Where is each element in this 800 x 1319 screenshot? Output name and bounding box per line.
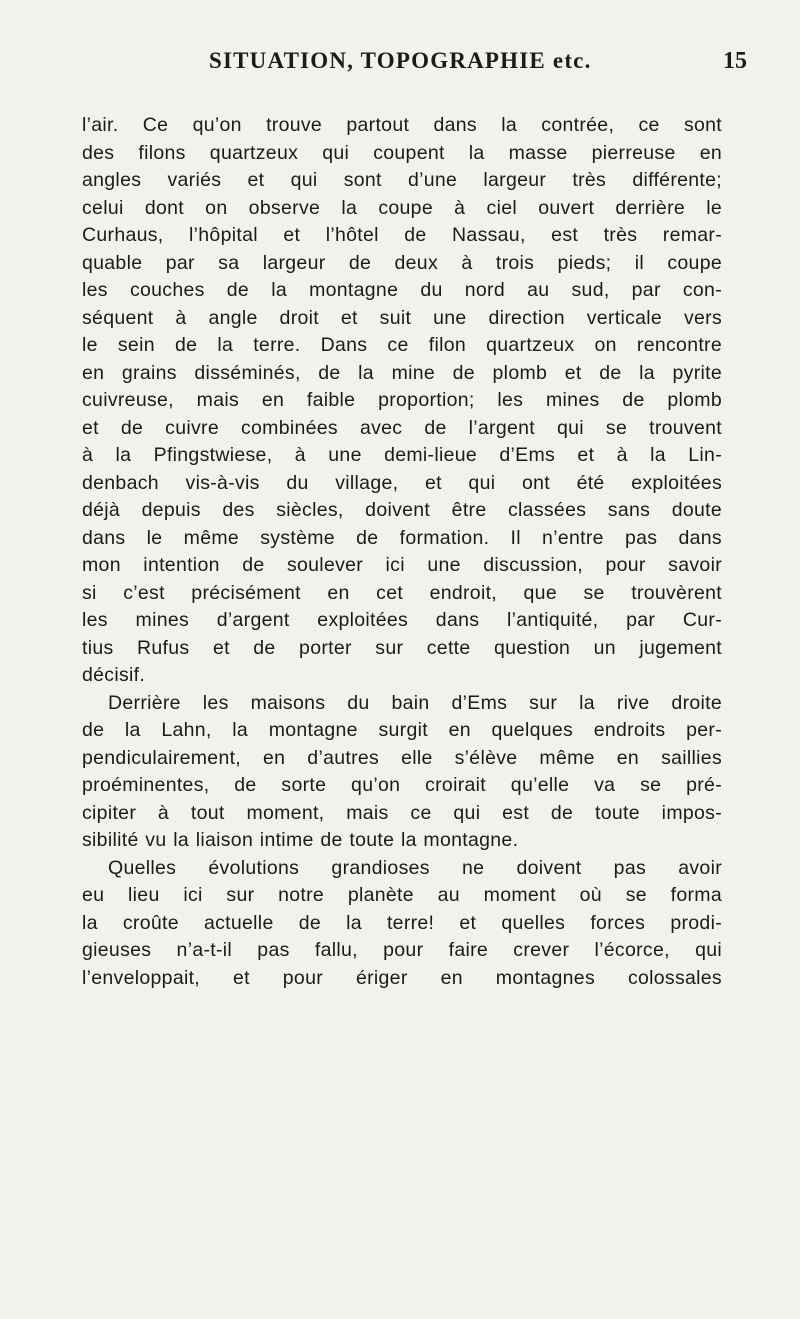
text-line: dans le même système de formation. Il n’entre pas dans (82, 526, 722, 549)
text-line: cuivreuse, mais en faible proportion; les mines de plomb (82, 389, 722, 411)
paragraph-start-line: Quelles évolutions grandioses ne doivent pas avoir (108, 856, 722, 879)
text-line: Curhaus, l’hôpital et l’hôtel de Nassau, est très remar- (82, 224, 722, 246)
text-line: celui dont on observe la coupe à ciel ouvert derrière le (82, 196, 722, 219)
text-line: quable par sa largeur de deux à trois pieds; il coupe (82, 251, 722, 274)
text-line: l’air. Ce qu’on trouve partout dans la contrée, ce sont (82, 114, 722, 136)
text-line: des filons quartzeux qui coupent la masse pierreuse en (82, 141, 722, 164)
text-line: les mines d’argent exploitées dans l’antiquité, par Cur- (82, 609, 722, 631)
paragraph-end-line: décisif. (82, 664, 146, 686)
text-line: à la Pfingstwiese, à une demi-lieue d’Ems et à la Lin- (82, 444, 722, 466)
text-line: séquent à angle droit et suit une direction verticale vers (82, 306, 722, 329)
page-number: 15 (723, 48, 747, 74)
text-line: de la Lahn, la montagne surgit en quelques endroits per- (82, 719, 722, 741)
text-line: eu lieu ici sur notre planète au moment où se forma (82, 884, 722, 906)
running-head (0, 44, 800, 84)
text-line: gieuses n’a-t-il pas fallu, pour faire crever l’écorce, qui (82, 939, 722, 961)
text-line: déjà depuis des siècles, doivent être classées sans doute (82, 499, 722, 521)
text-line: tius Rufus et de porter sur cette question un jugement (82, 636, 722, 659)
text-line: denbach vis-à-vis du village, et qui ont été exploitées (82, 471, 722, 494)
text-line: proéminentes, de sorte qu’on croirait qu’elle va se pré- (82, 774, 722, 796)
paragraph-start-line: Derrière les maisons du bain d’Ems sur la rive droite (108, 691, 722, 714)
text-line: en grains disséminés, de la mine de plomb et de la pyrite (82, 361, 722, 384)
text-line: la croûte actuelle de la terre! et quelles forces prodi- (82, 911, 722, 934)
text-line: les couches de la montagne du nord au sud, par con- (82, 279, 722, 301)
text-line: et de cuivre combinées avec de l’argent qui se trouvent (82, 416, 722, 439)
text-line: le sein de la terre. Dans ce filon quartzeux on rencontre (82, 334, 722, 356)
paragraph-end-line: sibilité vu la liaison intime de toute la montagne. (82, 829, 519, 851)
running-title: SITUATION, TOPOGRAPHIE etc. (209, 48, 592, 73)
text-line: angles variés et qui sont d’une largeur très différente; (82, 169, 722, 191)
text-line: l’enveloppait, et pour ériger en montagnes colossales (82, 966, 722, 989)
text-line: si c’est précisément en cet endroit, que se trouvèrent (82, 581, 722, 604)
text-line: pendiculairement, en d’autres elle s’élève même en saillies (82, 746, 722, 769)
text-line: cipiter à tout moment, mais ce qui est de toute impos- (82, 801, 722, 824)
body-text (82, 112, 722, 992)
text-line: mon intention de soulever ici une discussion, pour savoir (82, 554, 722, 576)
